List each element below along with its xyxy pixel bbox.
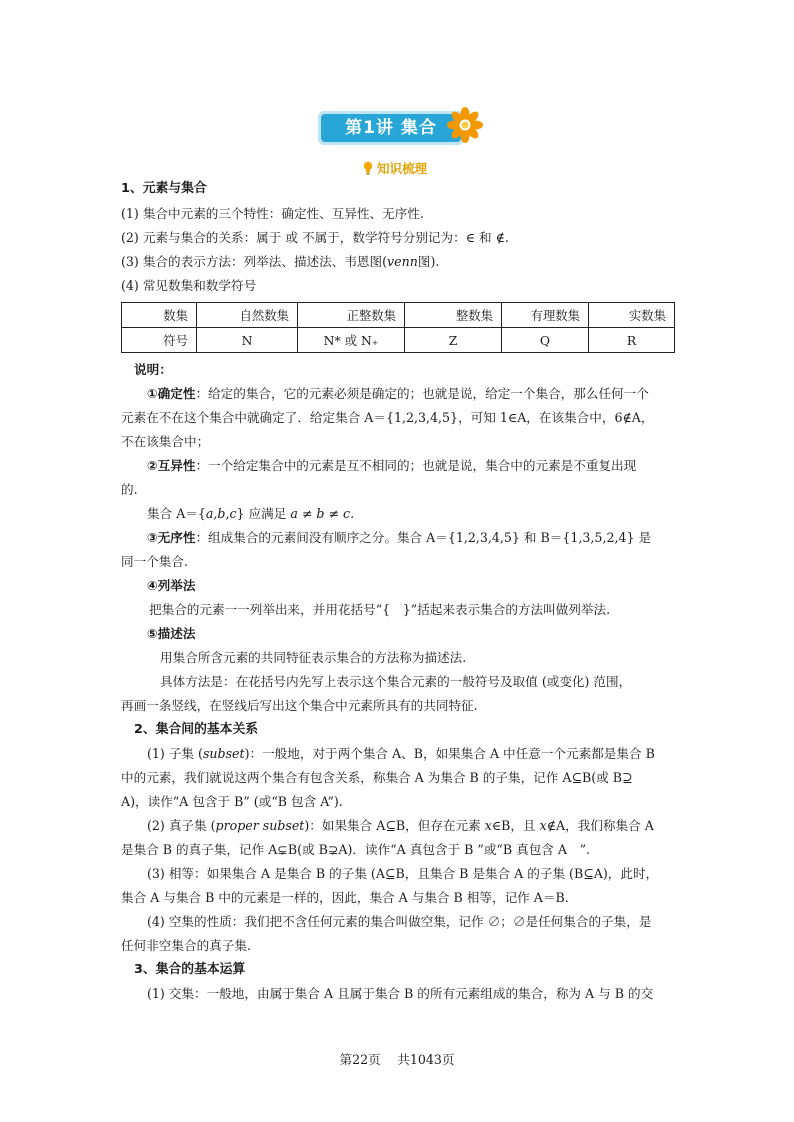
note1-line2: 元素在不在这个集合中就确定了．给定集合 A＝{1,2,3,4,5}，可知 1∈A，在该集合中，6∉A， [121,410,654,425]
table-header-cell: 实数集 [589,303,675,328]
note3-label: ③无序性 [147,530,196,545]
table-header-cell: 正整数集 [298,303,405,328]
s1-para4: (4) 常见数集和数学符号 [121,278,257,293]
s1-para3-c: 图). [417,254,440,269]
s2-p2-line2: 是集合 B 的真子集，记作 A⊊B(或 B⊋A)．读作“A 真包含于 B ”或“B 真包含 A ”. [121,842,591,857]
s2-p1-a: (1) 子集 ( [147,746,203,761]
s1-para3-venn: venn [387,254,418,269]
s2-p2-x2: x [539,818,547,833]
section2-title: 2、集合间的基本关系 [134,722,259,737]
s2-p2-proper: proper subset [215,818,305,833]
note2-text: ：一个给定集合中的元素是互不相同的；也就是说，集合中的元素是不重复出现 [195,458,637,473]
note3-line2: 同一个集合. [121,554,188,569]
table-cell: N* 或 N₊ [298,328,405,353]
note1-text: ：给定的集合，它的元素必须是确定的；也就是说，给定一个集合，那么任何一个 [195,386,649,401]
note1-line1 [147,385,649,403]
note1-line3: 不在该集合中； [121,434,210,449]
s2-p4-line1: (4) 空集的性质：我们把不含任何元素的集合叫做空集，记作 ∅；∅是任何集合的子集，是 [147,914,652,929]
note5-line3: 再画一条竖线，在竖线后写出这个集合中元素所具有的共同特征. [121,698,478,713]
number-sets-table [121,302,675,353]
s2-p2-g: ∉A，我们称集合 A [546,818,654,833]
section3-title: 3、集合的基本运算 [134,962,246,977]
s2-p2-line1 [147,817,654,835]
s2-p3-line1: (3) 相等：如果集合 A 是集合 B 的子集 (A⊆B，且集合 B 是集合 A 的子集 (B⊆A)，此时， [147,866,659,881]
note5-label: ⑤描述法 [147,626,196,641]
lesson-title-banner [318,111,464,145]
table-cell: Z [405,328,502,353]
note2-l3-a: 集合 A＝{ [147,506,206,521]
note2-l3-e: . [350,506,355,521]
note3-line1 [147,529,651,547]
note2-l3-d: a ≠ b ≠ c [290,506,351,521]
table-cell: R [589,328,675,353]
s2-p2-c: )：如果集合 A⊆B，但存在元素 [304,818,485,833]
s2-p3-line2: 集合 A 与集合 B 中的元素是一样的，因此，集合 A 与集合 B 相等，记作 A＝B. [121,890,569,905]
page-footer: 第22页 共1043页 [339,1052,455,1067]
s2-p1-c: )：一般地，对于两个集合 A、B，如果集合 A 中任意一个元素都是集合 B [244,746,655,761]
note2-line1 [147,457,636,475]
note2-l3-c: } 应满足 [236,506,291,521]
table-header-cell: 整数集 [405,303,502,328]
note4-label: ④列举法 [147,578,196,593]
table-cell: N [197,328,298,353]
s2-p2-a: (2) 真子集 ( [147,818,216,833]
lightbulb-icon [362,161,374,175]
note4-line1: 把集合的元素一一列举出来，并用花括号“{ }”括起来表示集合的方法叫做列举法. [149,602,611,617]
section1-title: 1、元素与集合 [121,181,207,196]
table-cell: Q [502,328,589,353]
s2-p1-line2: 中的元素，我们就说这两个集合有包含关系，称集合 A 为集合 B 的子集，记作 A⊆B(或 B⊇ [121,770,633,785]
note2-line3 [147,505,354,523]
table-header-cell: 有理数集 [502,303,589,328]
s2-p1-subset: subset [202,746,245,761]
note2-label: ②互异性 [147,458,196,473]
note5-line1: 用集合所含元素的共同特征表示集合的方法称为描述法. [160,650,467,665]
table-header-cell: 数集 [122,303,197,328]
note3-text: ：组成集合的元素间没有顺序之分。集合 A＝{1,2,3,4,5} 和 B＝{1,3,5,2,4} 是 [195,530,652,545]
flower-icon [446,106,484,144]
notes-title: 说明： [134,362,172,377]
table-cell: 符号 [122,328,197,353]
note5-line2: 具体方法是：在花括号内先写上表示这个集合元素的一般符号及取值 (或变化) 范围， [160,674,632,689]
table-row [122,328,675,353]
note1-label: ①确定性 [147,386,196,401]
knowledge-review-label: 知识梳理 [377,161,428,176]
note2-line2: 的. [121,482,138,497]
s2-p1-line3: A)，读作“A 包含于 B” (或“B 包含 A”). [121,794,343,809]
lesson-title: 第1讲 集合 [345,118,437,138]
s1-para1: (1) 集合中元素的三个特性：确定性、互异性、无序性. [121,206,424,221]
knowledge-review-heading [362,158,427,178]
s2-p2-x1: x [484,818,492,833]
s3-p1-line1: (1) 交集：一般地，由属于集合 A 且属于集合 B 的所有元素组成的集合，称为 A 与 B 的交 [147,986,654,1001]
s1-para3 [121,253,439,271]
table-row [122,303,675,328]
note2-l3-b: a,b,c [205,506,237,521]
s2-p1-line1 [147,745,655,763]
s1-para2: (2) 元素与集合的关系：属于 或 不属于，数学符号分别记为：∈ 和 ∉. [121,230,509,245]
s2-p4-line2: 任何非空集合的真子集. [121,938,251,953]
s2-p2-e: ∈B，且 [491,818,540,833]
s1-para3-a: (3) 集合的表示方法：列举法、描述法、韦恩图( [121,254,388,269]
table-header-cell: 自然数集 [197,303,298,328]
